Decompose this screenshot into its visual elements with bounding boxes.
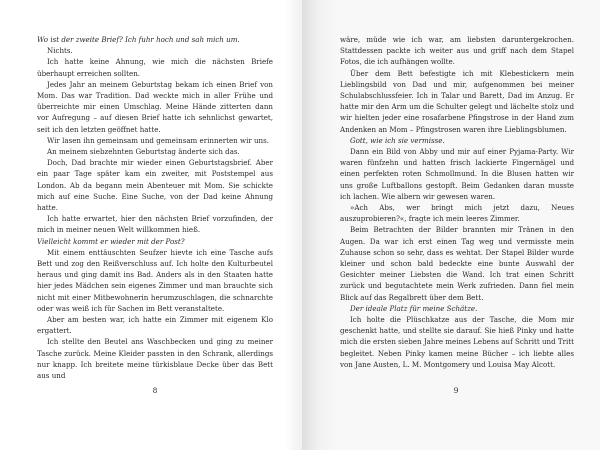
paragraph: wäre, müde wie ich war, am liebsten daruntergekrochen. Stattdessen packte ich weiter aus und griff nach dem Stapel Fotos, die ich aufhängen wollte. xyxy=(340,35,574,67)
paragraph: An meinem siebzehnten Geburtstag änderte sich das. xyxy=(47,147,240,157)
gutter-shadow xyxy=(284,0,302,450)
paragraph: Der ideale Platz für meine Schätze. xyxy=(350,303,478,313)
paragraph: Nichts. xyxy=(47,46,73,56)
paragraph: Ich holte die Plüschkatze aus der Tasche, die Mom mir geschenkt hatte, und stellte sie darauf. Sie hieß Pinky und hatte mich die ersten sieben Jahre meines Lebens auf Schritt und Tritt begleitet. Neben Pinky kamen meine Bücher – ich liebte alles von Jane Austen, L. M. Montgomery und Louisa May Alcott. xyxy=(340,315,575,369)
paragraph: Jedes Jahr an meinem Geburtstag bekam ich einen Brief von Mom. Das war Tradition. Dad weckte mich in aller Frühe und überreichte mir einen Umschlag. Meine Hände zitterten dann vor Aufregung – auf diesen Brief hatte ich sehnlichst gewartet, seit ich den letzten geöffnet hatte. xyxy=(37,79,273,134)
paragraph: Aber am besten war, ich hatte ein Zimmer mit eigenem Klo ergattert. xyxy=(37,315,273,336)
right-page-text xyxy=(340,34,574,370)
paragraph: Dann ein Bild von Abby und mir auf einer Pyjama-Party. Wir waren fünfzehn und hatten frisch lackierte Fingernägel und einen perfekten roten Schmollmund. In die Blusen hatten wir uns große Luftballons gestopft. Beim Gedanken daran musste ich lachen. Wie albern wir gewesen waren. xyxy=(340,147,574,201)
paragraph: Ich hatte keine Ahnung, wie mich die nächsten Briefe überhaupt erreichen sollten. xyxy=(37,57,273,78)
paragraph: Vielleicht kommt er wieder mit der Post? xyxy=(37,236,185,246)
page-number: 9 xyxy=(453,386,459,395)
paragraph: Ich stellte den Beutel ans Waschbecken und ging zu meiner Tasche zurück. Meine Kleider passten in den Schrank, allerdings nur knapp. Ich breitete meine türkisblaue Decke über das Bett aus und xyxy=(37,337,273,381)
paragraph: Über dem Bett befestigte ich mit Klebestickern mein Lieblingsbild von Dad und mir, aufgenommen bei meiner Schulabschlussfeier. Ich in Talar und Barett, Dad im Anzug. Er hatte mir den Arm um die Schulter gelegt und lächelte stolz und wir hielten jeder eine rosafarbene Pfingstrose in der Hand zum Andenken an Mom – Pfingstrosen waren ihre Lieblingsblumen. xyxy=(340,68,574,134)
paragraph: Doch, Dad brachte mir wieder einen Geburtstagsbrief. Aber ein paar Tage später kam ein zweiter, mit Poststempel aus London. Ab da begann mein Abenteuer mit Mom. Sie schickte mich auf eine Suche. Eine Suche, von der Dad keine Ahnung hatte. xyxy=(37,158,273,213)
right-page xyxy=(302,0,600,450)
left-page-text xyxy=(37,34,273,381)
paragraph: Wo ist der zweite Brief? Ich fuhr hoch und sah mich um. xyxy=(37,35,240,44)
paragraph: Ich hatte erwartet, hier den nächsten Brief vorzufinden, der mich in meiner neuen Welt willkommen hieß. xyxy=(37,214,273,235)
paragraph: Mit einem enttäuschten Seufzer hievte ich eine Tasche aufs Bett und zog den Reißverschluss auf. Ich holte den Kulturbeutel heraus und ging damit ins Bad. Anders als in den Staaten hatte hier jedes Mädchen sein eigenes Zimmer und man brauchte sich nicht mit einer Mitbewohnerin herumzuschlagen, die schnarchte oder was weiß ich für Sachen im Bett veranstaltete. xyxy=(37,247,273,313)
paragraph: »Ach Abs, wer bringt mich jetzt dazu, Neues auszuprobieren?«, fragte ich mein leeres Zimmer. xyxy=(340,203,574,224)
paragraph: Gott, wie ich sie vermisse. xyxy=(350,135,445,145)
paragraph: Wir lasen ihn gemeinsam und gemeinsam erinnerten wir uns. xyxy=(47,135,270,145)
paragraph: Beim Betrachten der Bilder brannten mir Tränen in den Augen. Da war ich erst einen Tag weg und vermisste mein Zuhause schon so sehr, dass es wehtat. Der Stapel Bilder wurde kleiner und schon bald bedeckte eine bunte Auswahl der Gesichter meiner Liebsten die Wand. Ich trat einen Schritt zurück und begutachtete mein Werk zufrieden. Dann fiel mein Blick auf das Regalbrett über dem Bett. xyxy=(340,225,574,302)
page-number: 8 xyxy=(152,386,158,395)
